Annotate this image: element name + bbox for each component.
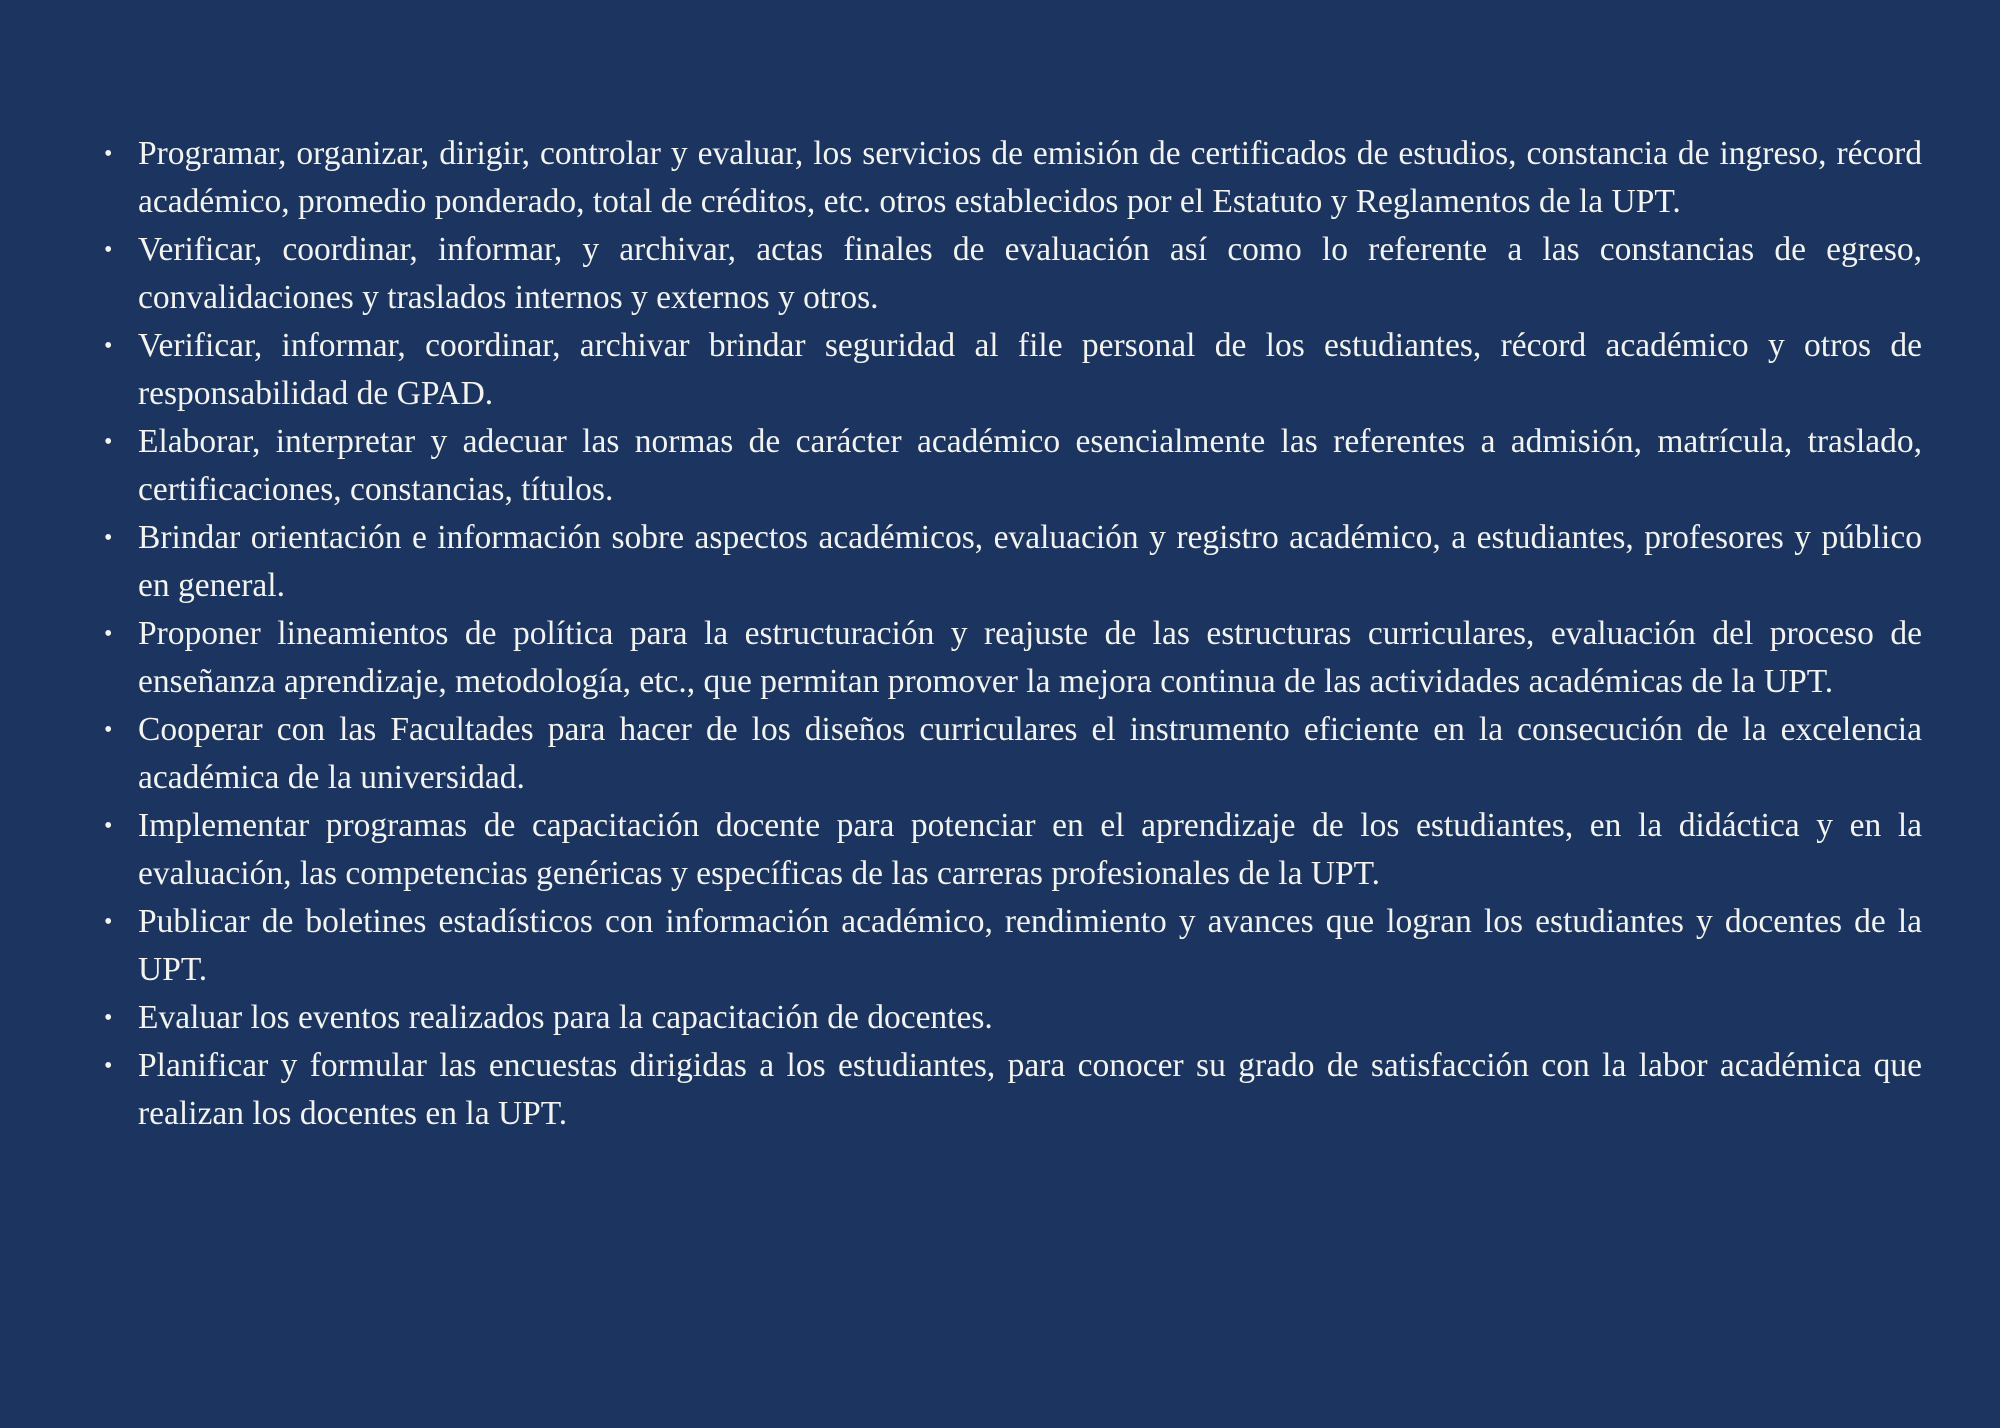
list-item [98, 226, 1922, 322]
list-item-text: Programar, organizar, dirigir, controlar y evaluar, los servicios de emisión de certificados de estudios, constancia de ingreso, récord académico, promedio ponderado, total de créditos, etc. otros establecidos por el Estatuto y Reglamentos de la UPT. [138, 135, 1922, 220]
list-item [98, 802, 1922, 898]
bullet-icon: • [104, 621, 113, 647]
list-item [98, 898, 1922, 994]
list-item [98, 994, 1922, 1042]
bullet-icon: • [104, 909, 113, 935]
bullet-icon: • [104, 813, 113, 839]
bullet-icon: • [104, 141, 113, 167]
list-item-text: Verificar, coordinar, informar, y archivar, actas finales de evaluación así como lo referente a las constancias de egreso, convalidaciones y traslados internos y externos y otros. [138, 231, 1922, 316]
bullet-icon: • [104, 333, 113, 359]
list-item-text: Proponer lineamientos de política para la estructuración y reajuste de las estructuras curriculares, evaluación del proceso de enseñanza aprendizaje, metodología, etc., que permitan promover la mejora continua de las actividades académicas de la UPT. [138, 615, 1922, 700]
list-item-text: Elaborar, interpretar y adecuar las normas de carácter académico esencialmente las referentes a admisión, matrícula, traslado, certificaciones, constancias, títulos. [138, 423, 1922, 508]
bullet-icon: • [104, 429, 113, 455]
bullet-icon: • [104, 1005, 113, 1031]
bullet-icon: • [104, 1053, 113, 1079]
list-item [98, 130, 1922, 226]
list-item [98, 322, 1922, 418]
list-item-text: Evaluar los eventos realizados para la capacitación de docentes. [138, 999, 993, 1036]
functions-list [98, 130, 1922, 1138]
list-item-text: Verificar, informar, coordinar, archivar brindar seguridad al file personal de los estudiantes, récord académico y otros de responsabilidad de GPAD. [138, 327, 1922, 412]
list-item-text: Brindar orientación e información sobre aspectos académicos, evaluación y registro académico, a estudiantes, profesores y público en general. [138, 519, 1922, 604]
list-item-text: Cooperar con las Facultades para hacer de los diseños curriculares el instrumento eficiente en la consecución de la excelencia académica de la universidad. [138, 711, 1922, 796]
list-item-text: Implementar programas de capacitación docente para potenciar en el aprendizaje de los estudiantes, en la didáctica y en la evaluación, las competencias genéricas y específicas de las carreras profesionales de la UPT. [138, 807, 1922, 892]
bullet-icon: • [104, 525, 113, 551]
list-item [98, 1042, 1922, 1138]
list-item [98, 418, 1922, 514]
list-item-text: Publicar de boletines estadísticos con información académico, rendimiento y avances que logran los estudiantes y docentes de la UPT. [138, 903, 1922, 988]
list-item [98, 706, 1922, 802]
list-item [98, 610, 1922, 706]
bullet-icon: • [104, 717, 113, 743]
bullet-icon: • [104, 237, 113, 263]
list-item-text: Planificar y formular las encuestas dirigidas a los estudiantes, para conocer su grado de satisfacción con la labor académica que realizan los docentes en la UPT. [138, 1047, 1922, 1132]
list-item [98, 514, 1922, 610]
